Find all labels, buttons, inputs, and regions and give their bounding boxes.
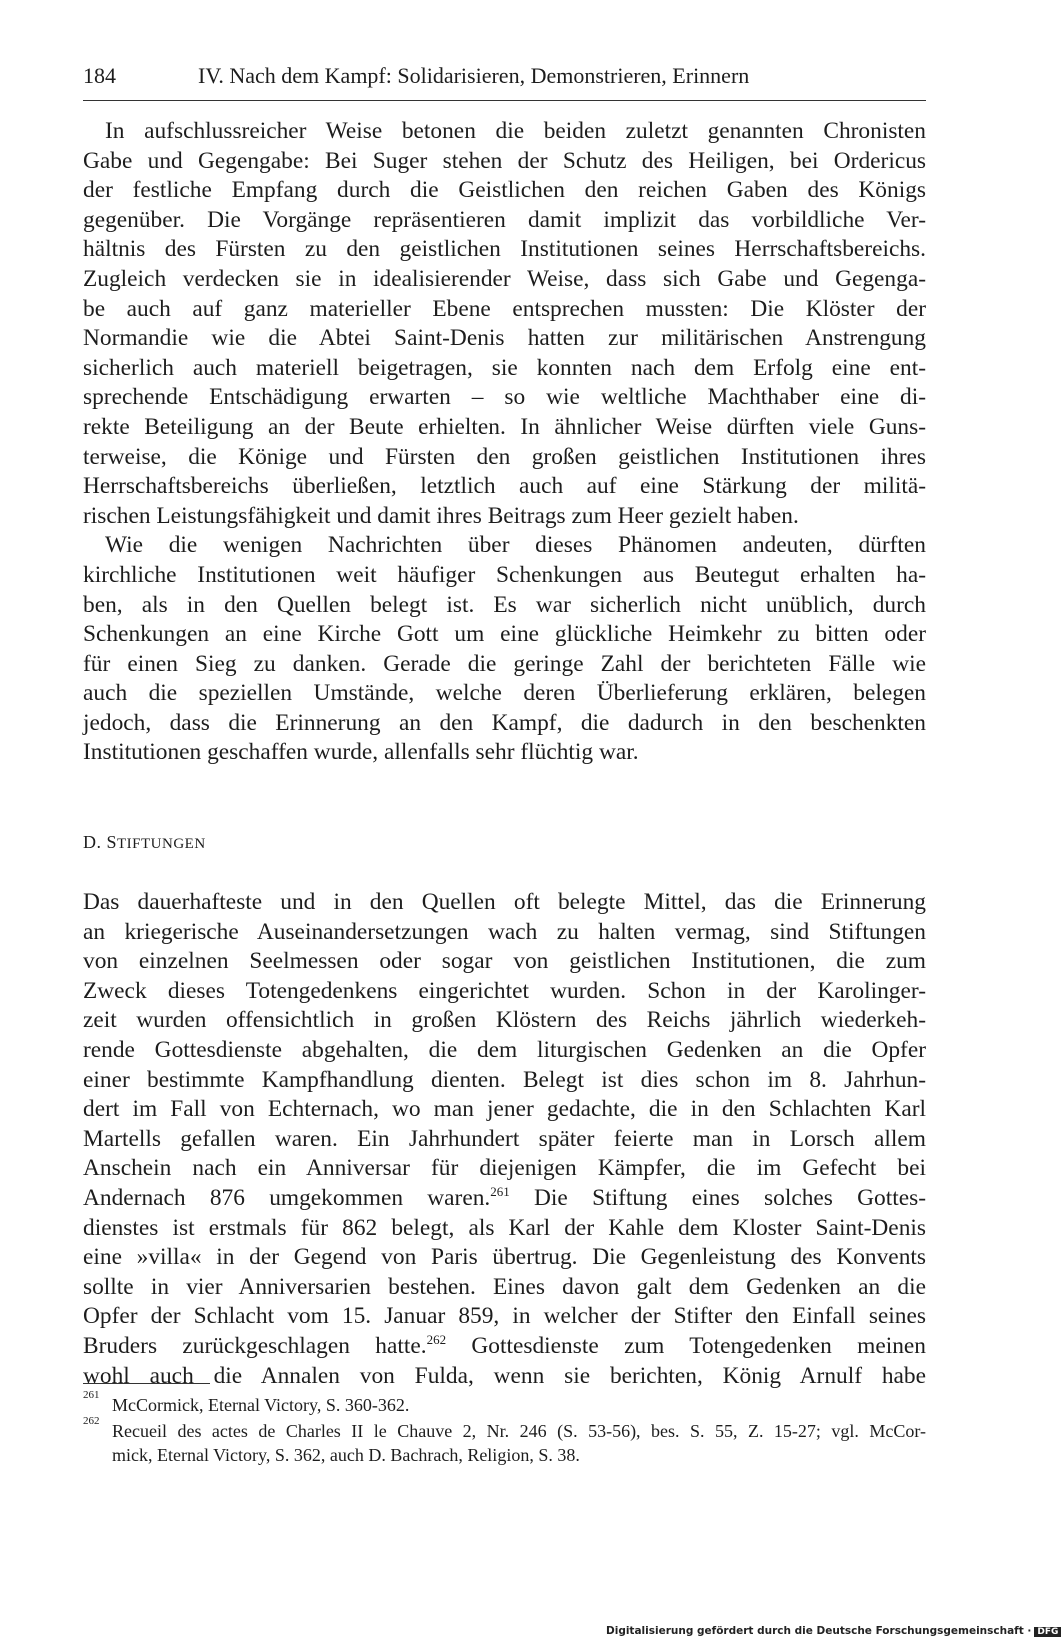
footnote-reference-261[interactable]: 261 (490, 1183, 510, 1199)
text-line: Schenkungen an eine Kirche Gott um eine glückliche Heimkehr zu bitten oder (83, 621, 926, 648)
text-line: sicherlich auch materiell beigetragen, sie konnten nach dem Erfolg eine ent- (83, 354, 926, 381)
text-line: kirchliche Institutionen weit häufiger Schenkungen aus Beutegut erhalten ha- (83, 561, 926, 588)
text-line: ben, als in den Quellen belegt ist. Es war sicherlich nicht unüblich, durch (83, 591, 926, 618)
paragraph-block-1 (83, 117, 926, 768)
section-heading (83, 832, 206, 853)
footnote-number: 262 (83, 1415, 100, 1427)
text-line: rekte Beteiligung an der Beute erhielten. In ähnlicher Weise dürften viele Guns- (83, 413, 926, 440)
text-line: rischen Leistungsfähigkeit und damit ihres Beitrags zum Heer gezielt haben. (83, 502, 799, 529)
footnote-rule (83, 1383, 210, 1384)
text-line: jedoch, dass die Erinnerung an den Kampf, die dadurch in den beschenkten (83, 709, 926, 736)
page-number: 184 (83, 63, 116, 88)
text-line: der festliche Empfang durch die Geistlichen den reichen Gaben des Königs (83, 177, 926, 204)
text-line: be auch auf ganz materieller Ebene entsprechen mussten: Die Klöster der (83, 295, 926, 322)
digitization-notice (606, 1625, 1061, 1637)
footnote-line: mick, Eternal Victory, S. 362, auch D. Bachrach, Religion, S. 38. (112, 1445, 580, 1465)
text-line: Zweck dieses Totengedenkens eingerichtet wurden. Schon in der Karolinger- (83, 977, 926, 1004)
text-line: Herrschaftsbereichs überließen, letztlich auch auf eine Stärkung der militä- (83, 473, 926, 500)
text-line: rende Gottesdienste abgehalten, die dem liturgischen Gedenken an die Opfer (83, 1036, 926, 1063)
section-heading-initial: D. S (83, 832, 118, 852)
text-line: von einzelnen Seelmessen oder sogar von geistlichen Institutionen, die zum (83, 948, 926, 975)
footnote-line: McCormick, Eternal Victory, S. 360-362. (112, 1395, 410, 1415)
header-rule (83, 100, 926, 101)
text-line: terweise, die Könige und Fürsten den großen geistlichen Institutionen ihres (83, 443, 926, 470)
text-line: wohl auch die Annalen von Fulda, wenn sie berichten, König Arnulf habe (83, 1362, 926, 1389)
text-line: Wie die wenigen Nachrichten über dieses Phänomen andeuten, dürften (105, 532, 926, 559)
text-line: dert im Fall von Echternach, wo man jener gedachte, die in den Schlachten Karl (83, 1096, 926, 1123)
text-line: Anschein nach ein Anniversar für diejenigen Kämpfer, die im Gefecht bei (83, 1155, 926, 1182)
footnote-line: Recueil des actes de Charles II le Chauve 2, Nr. 246 (S. 53-56), bes. S. 55, Z. 15-27; vgl. McCor- (112, 1421, 926, 1441)
text-line: Normandie wie die Abtei Saint-Denis hatten zur militärischen Anstrengung (83, 325, 926, 352)
text-line: zeit wurden offensichtlich in großen Klöstern des Reichs jährlich wiederkeh- (83, 1007, 926, 1034)
chapter-title: IV. Nach dem Kampf: Solidarisieren, Demonstrieren, Erinnern (198, 63, 750, 88)
text-line: gegenüber. Die Vorgänge repräsentieren damit implizit das vorbildliche Ver- (83, 206, 926, 233)
text-segment: Andernach 876 umgekommen waren. (83, 1184, 491, 1211)
text-line: für einen Sieg zu danken. Gerade die geringe Zahl der berichteten Fälle wie (83, 650, 926, 677)
text-line: Martells gefallen waren. Ein Jahrhundert später feierte man in Lorsch allem (83, 1125, 926, 1152)
text-line: hältnis des Fürsten zu den geistlichen Institutionen seines Herrschaftsbereichs. (83, 236, 926, 263)
running-head (83, 62, 926, 90)
text-line: sollte in vier Anniversarien bestehen. Eines davon galt dem Gedenken an die (83, 1273, 926, 1300)
text-line: Institutionen geschaffen wurde, allenfalls sehr flüchtig war. (83, 739, 639, 766)
text-line (83, 1332, 926, 1362)
text-segment: Bruders zurückgeschlagen hatte. (83, 1332, 427, 1359)
footnote-reference-262[interactable]: 262 (426, 1331, 447, 1347)
text-line: dienstes ist erstmals für 862 belegt, als Karl der Kahle dem Kloster Saint-Denis (83, 1214, 926, 1241)
footnote-262 (83, 1415, 926, 1467)
text-line: Gabe und Gegengabe: Bei Suger stehen der Schutz des Heiligen, bei Ordericus (83, 147, 926, 174)
text-line (83, 1184, 926, 1214)
text-segment: Gottesdienste zum Totengedenken meinen (446, 1332, 926, 1359)
text-line: eine »villa« in der Gegend von Paris übertrug. Die Gegenleistung des Konvents (83, 1244, 926, 1271)
paragraph-block-2 (83, 888, 926, 1391)
text-line: an kriegerische Auseinandersetzungen wach zu halten vermag, sind Stiftungen (83, 918, 926, 945)
dfg-logo: DFG (1034, 1627, 1061, 1637)
text-line: In aufschlussreicher Weise betonen die beiden zuletzt genannten Chronisten (105, 118, 926, 144)
text-line: Das dauerhafteste und in den Quellen oft belegte Mittel, das die Erinnerung (83, 889, 926, 915)
text-segment: Die Stiftung eines solches Gottes- (509, 1184, 926, 1211)
footnote-261 (83, 1389, 926, 1417)
text-line: Opfer der Schlacht vom 15. Januar 859, in welcher der Stifter den Einfall seines (83, 1303, 926, 1330)
digitization-notice-text: Digitalisierung gefördert durch die Deutsche Forschungsgemeinschaft · (606, 1625, 1032, 1637)
section-heading-rest: TIFTUNGEN (117, 836, 206, 852)
text-line: sprechende Entschädigung erwarten – so wie weltliche Machthaber eine di- (83, 384, 926, 411)
text-line: auch die speziellen Umstände, welche deren Überlieferung erklären, belegen (83, 680, 926, 707)
text-line: einer bestimmte Kampfhandlung dienten. Belegt ist dies schon im 8. Jahrhun- (83, 1066, 926, 1093)
text-line: Zugleich verdecken sie in idealisierender Weise, dass sich Gabe und Gegenga- (83, 265, 926, 292)
footnote-number: 261 (83, 1389, 100, 1401)
